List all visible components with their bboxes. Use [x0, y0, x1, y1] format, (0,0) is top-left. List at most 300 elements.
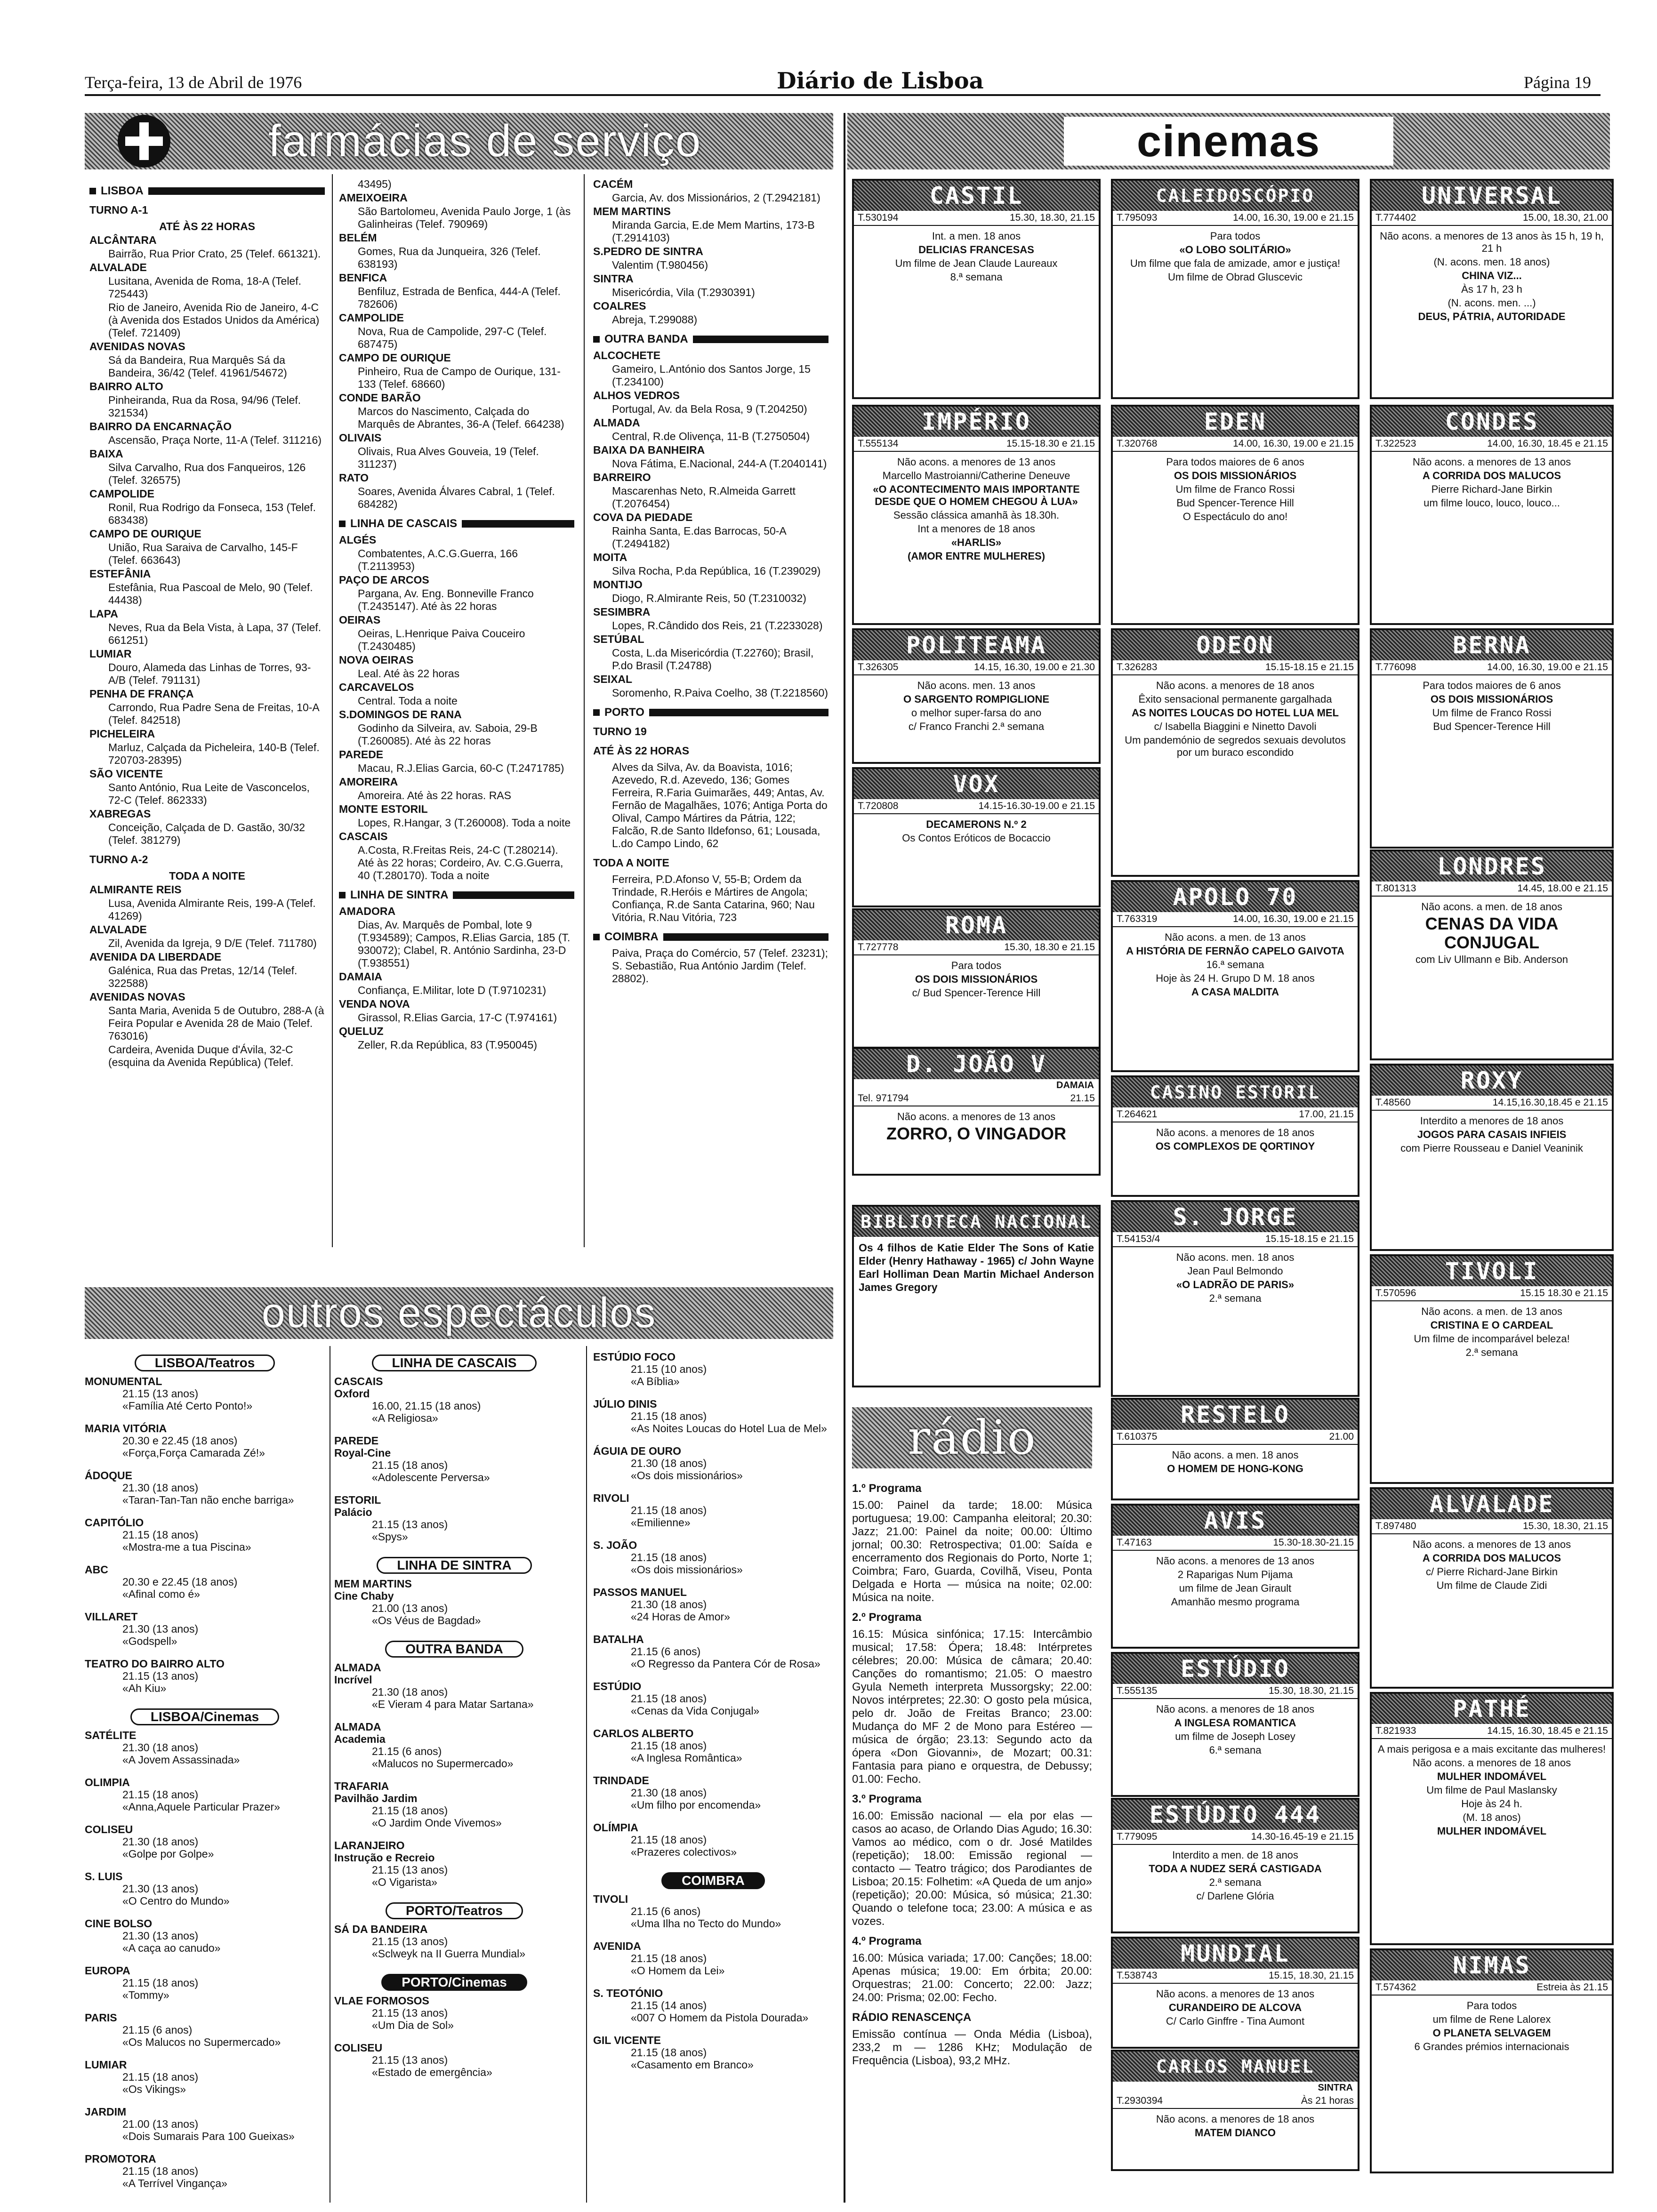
pharmacy-entry: Neves, Rua da Bela Vista, à Lapa, 37 (Telef. 661251): [108, 621, 322, 646]
programme-line: Não acons. a menores de 13 anos: [1412, 456, 1571, 468]
cinema-box: [1370, 850, 1614, 1060]
venue-name: TRINDADE: [593, 1774, 649, 1787]
cinema-info-row: [1113, 1969, 1358, 1984]
cinema-box: [1370, 628, 1614, 849]
category-pill: OUTRA BANDA: [385, 1641, 523, 1658]
cinema-programme: [1372, 452, 1612, 513]
venue-gap: [593, 1529, 833, 1539]
show-detail: «O Homem da Lei»: [631, 1964, 725, 1977]
cinema-info-row: [1113, 2094, 1358, 2109]
venue-name: OLIMPIA: [85, 1776, 130, 1788]
cinema-times: 14.15,16.30,18.45 e 21.15: [1492, 1097, 1608, 1108]
cinema-phone: T.795093: [1117, 212, 1158, 223]
cinema-times: 15.30-18.30-21.15: [1273, 1537, 1354, 1548]
programme-line: Um filme de Jean Claude Laureaux: [895, 257, 1058, 269]
locality-heading: ALMIRANTE REIS: [89, 883, 182, 896]
radio-listings: [852, 1475, 1092, 2070]
locality-heading: VENDA NOVA: [339, 998, 410, 1010]
show-detail: «A Terrível Vingança»: [122, 2177, 227, 2189]
programme-line: Jean Paul Belmondo: [1187, 1265, 1283, 1277]
venue-gap: [334, 1543, 574, 1553]
programme-line: um filme louco, louco, louco...: [1424, 497, 1560, 509]
category-pill-row: [334, 1902, 574, 1919]
venue-gap: [334, 1770, 574, 1780]
cinema-phone: T.779095: [1117, 1831, 1158, 1842]
cinema-name: ODEON: [1113, 630, 1358, 660]
cinema-programme: [1113, 1122, 1358, 1157]
locality-heading: ALCÂNTARA: [89, 234, 157, 246]
pharmacy-entry: Paiva, Praça do Comércio, 57 (Telef. 23231); S. Sebastião, Rua António Jardim (Telef. 28802).: [612, 947, 828, 985]
pharmacy-entry: Nova Fátima, E.Nacional, 244-A (T.2040141): [612, 457, 827, 470]
venue-name: S. JOÃO: [593, 1539, 637, 1551]
cinema-info-row: [1372, 1096, 1612, 1111]
programme-line: Não acons. a men. de 13 anos: [1421, 1306, 1562, 1317]
programme-line: 2.ª semana: [1209, 1292, 1262, 1304]
programme-line: 6 Grandes prémios internacionais: [1414, 2041, 1569, 2052]
show-detail: «Cenas da Vida Conjugal»: [631, 1705, 760, 1717]
venue-name: PASSOS MANUEL: [593, 1586, 687, 1598]
pharmacy-entry: Estefânia, Rua Pascoal de Melo, 90 (Telef. 44438): [108, 581, 313, 606]
programme-line: Int. a men. 18 anos: [932, 230, 1021, 242]
locality-heading: MONTIJO: [593, 578, 643, 591]
cinema-name: ROMA: [854, 910, 1099, 940]
pharmacy-entry: Gameiro, L.António dos Santos Jorge, 15 (T.234100): [612, 363, 811, 388]
venue-name: ESTÚDIO FOCO: [593, 1351, 676, 1363]
programme-line: Não acons. a menores de 13 anos: [897, 1111, 1056, 1122]
pharmacy-entry: Olivais, Rua Alves Gouveia, 19 (Telef. 311237): [358, 445, 539, 470]
cinema-info-row: [1113, 1536, 1358, 1551]
pharmacy-entry: Pinheiranda, Rua da Rosa, 94/96 (Telef. 321534): [108, 394, 301, 419]
programme-line: JOGOS PARA CASAIS INFIEIS: [1417, 1129, 1567, 1140]
programme-line: Não acons. a menores de 18 anos: [1156, 2113, 1315, 2125]
pharmacy-entry: Nova, Rua de Campolide, 297-C (Telef. 687475): [358, 325, 547, 350]
show-detail: 21.15 (6 anos): [631, 1905, 701, 1917]
venue-gap: [85, 1459, 325, 1469]
cinema-name: VOX: [854, 769, 1099, 799]
cinema-times: 14.15, 16.30, 18.45 e 21.15: [1487, 1725, 1608, 1736]
pharmacy-entry: Godinho da Silveira, av. Saboia, 29-B (T.260085). Até às 22 horas: [358, 722, 538, 747]
locality-heading: S.PEDRO DE SINTRA: [593, 245, 703, 257]
pharmacy-entry: São Bartolomeu, Avenida Paulo Jorge, 1 (às Galinheiras (Telef. 790969): [358, 205, 571, 230]
programme-line: um filme de Rene Lalorex: [1432, 2013, 1551, 2025]
cinema-phone: T.54153/4: [1117, 1234, 1160, 1244]
programme-line: Os Contos Eróticos de Bocaccio: [902, 832, 1051, 844]
show-detail: 21.15 (6 anos): [372, 1745, 442, 1757]
venue-name: TEATRO DO BAIRRO ALTO: [85, 1658, 225, 1670]
show-detail: «Um filho por encomenda»: [631, 1799, 761, 1811]
programme-line: Um filme de Franco Rossi: [1432, 707, 1552, 719]
venue-gap: [593, 2024, 833, 2034]
programme-line: c/ Franco Franchi 2.ª semana: [908, 721, 1045, 732]
cinema-info-row: [1372, 211, 1612, 226]
venue-subname: Pavilhão Jardim: [334, 1792, 418, 1804]
col-divider: [584, 174, 585, 1247]
show-detail: 21.15 (18 anos): [631, 1551, 707, 1563]
programme-line: Às 17 h, 23 h: [1461, 283, 1522, 295]
programme-line: C/ Carlo Ginffre - Tina Aumont: [1166, 2015, 1305, 2027]
cinema-box: [1370, 1487, 1614, 1689]
programme-line: Um filme que fala de amizade, amor e justiça!: [1130, 257, 1341, 269]
programme-line: Bud Spencer-Terence Hill: [1433, 721, 1551, 732]
cinema-phone: T.538743: [1117, 1970, 1158, 1981]
cinema-info-row: [854, 799, 1099, 814]
cinema-info-row: [1372, 1519, 1612, 1534]
pharmacy-entry: Lopes, R.Cândido dos Reis, 21 (T.2233028): [612, 619, 823, 632]
show-detail: 21.15 (18 anos): [372, 1804, 448, 1817]
locality-heading: LUMIAR: [89, 648, 132, 660]
show-detail: «O Jardim Onde Vivemos»: [372, 1817, 502, 1829]
cinema-programme: [854, 1237, 1099, 1298]
show-detail: «007 O Homem da Pistola Dourada»: [631, 2012, 809, 2024]
venue-name: ESTÚDIO: [593, 1680, 642, 1692]
category-pill-row: [334, 1557, 574, 1574]
cinema-info-row: [1113, 660, 1358, 675]
cinema-times: 15.15 18.30 e 21.15: [1520, 1288, 1608, 1298]
show-detail: «Prazeres colectivos»: [631, 1846, 737, 1858]
pharmacy-entry: Cardeira, Avenida Duque d'Ávila, 32-C (esquina da Avenida República) (Telef.: [108, 1043, 294, 1068]
locality-heading: XABREGAS: [89, 808, 151, 820]
locality-heading: CAMPO DE OURIQUE: [89, 528, 201, 540]
show-detail: 21.15 (18 anos): [122, 1529, 199, 1541]
programme-line: Hoje às 24 H. Grupo D M. 18 anos: [1156, 972, 1315, 984]
cinema-box: [1370, 405, 1614, 625]
venue-name: ALMADA: [334, 1721, 381, 1733]
cinema-box: [1111, 1652, 1359, 1797]
show-detail: 21.15 (18 anos): [122, 1977, 199, 1989]
locality-heading: QUELUZ: [339, 1025, 384, 1037]
venue-gap: [593, 1435, 833, 1445]
programme-line: CRISTINA E O CARDEAL: [1430, 1319, 1553, 1331]
cinema-info-row: [1372, 660, 1612, 675]
cinema-name: ALVALADE: [1372, 1489, 1612, 1519]
locality-heading: PAREDE: [339, 748, 384, 761]
pharmacy-entry: Sá da Bandeira, Rua Marquês Sá da Bandeira, 36/42 (Telef. 41961/54672): [108, 354, 287, 379]
venue-name: ÁGUIA DE OURO: [593, 1445, 681, 1457]
programme-line: Não acons. a menores de 13 anos: [897, 456, 1056, 468]
show-detail: 21.15 (18 anos): [631, 1952, 707, 1964]
show-detail: «Os Malucos no Supermercado»: [122, 2036, 281, 2048]
cinema-info-row: [1372, 437, 1612, 452]
venue-subname: Royal-Cine: [334, 1447, 391, 1459]
venue-gap: [85, 1907, 325, 1917]
cinema-info-row: [854, 660, 1099, 675]
locality-heading: PICHELEIRA: [89, 728, 155, 740]
venue-gap: [334, 1888, 574, 1899]
pharmacy-entry: Soromenho, R.Paiva Coelho, 38 (T.2218560): [612, 687, 828, 699]
pharmacy-entry: Ascensão, Praça Norte, 11-A (Telef. 311216): [108, 434, 322, 446]
section-rule: [663, 933, 828, 941]
cinema-times: 14.45, 18.00 e 21.15: [1517, 883, 1608, 894]
category-pill-row: [334, 1974, 574, 1991]
programme-line: DELICIAS FRANCESAS: [918, 244, 1034, 256]
venue-gap: [85, 1600, 325, 1611]
cinema-programme: [1372, 1301, 1612, 1363]
show-detail: «Ah Kiu»: [122, 1682, 167, 1694]
programme-line: DECAMERONS N.º 2: [926, 818, 1027, 830]
programme-line: «O LOBO SOLITÁRIO»: [1179, 244, 1291, 256]
locality-heading: SINTRA: [593, 272, 634, 285]
cinema-phone: T.821933: [1375, 1725, 1416, 1736]
pharmacy-entry: Miranda Garcia, E.de Mem Martins, 173-B (T.2914103): [612, 219, 815, 244]
venue-name: ABC: [85, 1563, 108, 1576]
programme-line: Não acons. a menores de 13 anos às 15 h, 19 h, 21 h: [1380, 230, 1604, 254]
venue-gap: [593, 1977, 833, 1987]
bullet-icon: [593, 336, 600, 343]
section-heading-label: OUTRA BANDA: [604, 333, 688, 345]
locality-heading: CARCAVELOS: [339, 681, 414, 693]
venue-name: PARIS: [85, 2012, 117, 2024]
cinema-phone: T.776098: [1375, 662, 1416, 673]
radio-program-2: 16.15: Música sinfónica; 17.15: Intercâmbio musical; 17.58: Ópera; 18.48: Intérpretes célebres; 20.00: Música de câmara; 20.40: Canções do romantismo; 21.05: O maestro Gyula Nemeth interpreta Mussorgsky; 22.00: Novos intérpretes; 22.30: O gosto pela música, pelo dr. João de Freitas Branco; 23.00: Mudança do MF 2 de Mono para Estéreo — música de órgão; 23.13: Segundo acto da ópera «Don Giovanni», de Mozart; 00.31: Fantasia para piano e orquestra, de Debussy; 01.00: Fecho.: [852, 1628, 1092, 1786]
cinema-box: [1111, 2050, 1359, 2171]
programme-line: Não acons. a menores de 18 anos: [1156, 680, 1315, 691]
show-detail: «Força,Força Camarada Zé!»: [122, 1447, 265, 1459]
pharmacy-entry: Santa Maria, Avenida 5 de Outubro, 288-A (à Feira Popular e Avenida 28 de Maio (Telef. 763016): [108, 1004, 324, 1042]
locality-heading: MEM MARTINS: [593, 205, 671, 217]
programme-line: DEUS, PÁTRIA, AUTORIDADE: [1418, 311, 1566, 322]
locality-heading: ALGÉS: [339, 534, 377, 546]
pharmacy-entry: Macau, R.J.Elias Garcia, 60-C (T.2471785): [358, 762, 564, 774]
locality-heading: AVENIDAS NOVAS: [89, 340, 185, 353]
locality-heading: BENFICA: [339, 272, 387, 284]
cinema-programme: [1372, 1111, 1612, 1159]
pharmacy-entry: Benfiluz, Estrada de Benfica, 444-A (Telef. 782606): [358, 285, 561, 310]
venue-name: EUROPA: [85, 1964, 130, 1977]
programme-line: ZORRO, O VINGADOR: [886, 1124, 1066, 1143]
cinema-name: CASTIL: [854, 181, 1099, 211]
locality-heading: BELÉM: [339, 232, 377, 244]
radio-renascenca: Emissão contínua — Onda Média (Lisboa), 233,2 m — 1286 KHz; Modulação de Frequência (Lisboa), 93,2 MHz.: [852, 2028, 1092, 2067]
locality-heading: CACÉM: [593, 178, 633, 190]
venue-name: LARANJEIRO: [334, 1839, 405, 1851]
page-header: [85, 68, 1601, 96]
programme-line: 2.ª semana: [1465, 1346, 1518, 1358]
pharmacy-entry: Central. Toda a noite: [358, 695, 458, 707]
show-detail: «Os dois missionários»: [631, 1563, 743, 1576]
cinema-times: 15.30, 18.30, 21.15: [1523, 1521, 1608, 1531]
outros-title: outros espectáculos: [261, 1290, 657, 1337]
show-detail: «Spys»: [372, 1531, 408, 1543]
locality-heading: PENHA DE FRANÇA: [89, 688, 194, 700]
cinema-times: 14.00, 16.30, 19.00 e 21.15: [1487, 662, 1608, 673]
venue-gap: [593, 1930, 833, 1940]
cinema-programme: [1113, 1699, 1358, 1761]
cinema-programme: [1113, 1984, 1358, 2032]
cinema-name: NIMAS: [1372, 1950, 1612, 1980]
show-detail: «Uma Ilha no Tecto do Mundo»: [631, 1917, 781, 1930]
cinema-info-row: [854, 940, 1099, 955]
pharmacy-entry: Galénica, Rua das Pretas, 12/14 (Telef. 322588): [108, 964, 298, 989]
locality-heading: BARREIRO: [593, 471, 651, 483]
show-detail: «Malucos no Supermercado»: [372, 1757, 514, 1770]
section-heading-label: LINHA DE CASCAIS: [350, 517, 458, 530]
cinema-info-row: [1113, 1684, 1358, 1699]
cinema-programme: [1113, 1445, 1358, 1479]
venue-gap: [593, 2071, 833, 2081]
programme-line: OS DOIS MISSIONÁRIOS: [1430, 693, 1553, 705]
cinema-phone: T.801313: [1375, 883, 1416, 894]
venue-subname: Oxford: [334, 1387, 370, 1400]
venue-subname: Palácio: [334, 1506, 372, 1518]
cinema-name: CONDES: [1372, 407, 1612, 437]
locality-heading: BAIXA: [89, 448, 123, 460]
cinema-phone: T.727778: [858, 942, 899, 953]
venue-name: VLAE FORMOSOS: [334, 1995, 429, 2007]
cinema-times: 15.15-18.15 e 21.15: [1265, 1234, 1354, 1244]
pharmacy-entry: Conceição, Calçada de D. Gastão, 30/32 (Telef. 381279): [108, 821, 306, 846]
cinema-times: 15.30, 18.30, 21.15: [1269, 1685, 1354, 1696]
venue-name: S. LUIS: [85, 1870, 123, 1883]
pharmacy-entry: Confiança, E.Militar, lote D (T.9710231): [358, 984, 547, 996]
programme-line: O HOMEM DE HONG-KONG: [1167, 1463, 1303, 1475]
programme-line: MULHER INDOMÁVEL: [1437, 1825, 1547, 1837]
cinema-name: APOLO 70: [1113, 882, 1358, 912]
farmacias-col-2: [339, 178, 574, 1052]
cinema-box: [852, 405, 1101, 625]
programme-line: Não acons. a men. 18 anos: [1172, 1449, 1299, 1461]
venue-name: CINE BOLSO: [85, 1917, 153, 1930]
programme-line: Não acons. a men. de 18 anos: [1421, 901, 1562, 913]
cinema-phone: T.322523: [1375, 438, 1416, 449]
venue-name: S. TEOTÓNIO: [593, 1987, 663, 1999]
cinema-box: [852, 908, 1101, 1049]
venue-name: LUMIAR: [85, 2059, 127, 2071]
cinema-programme: [1372, 1534, 1612, 1596]
cinema-times: 14.00, 16.30, 19.00 e 21.15: [1233, 212, 1354, 223]
programme-line: Não acons. a menores de 18 anos: [1412, 1757, 1571, 1769]
show-detail: «Emilienne»: [631, 1516, 691, 1529]
programme-line: Um filme de Claude Zidi: [1436, 1579, 1547, 1591]
venue-name: ALMADA: [334, 1661, 381, 1674]
cinema-name: BERNA: [1372, 630, 1612, 660]
cinema-name: ROXY: [1372, 1066, 1612, 1096]
pharmacy-entry: Zil, Avenida da Igreja, 9 D/E (Telef. 711780): [108, 937, 317, 949]
locality-heading: SEIXAL: [593, 673, 633, 685]
locality-heading: DAMAIA: [339, 970, 382, 983]
radio-program-1: 15.00: Painel da tarde; 18.00: Música portuguesa; 19.00: Campanha eleitoral; 20.30: Jazz; 21.00: Painel da noite; 00.00: Último jornal; 00.30: Retrospectiva; 01.00: Saída e encerramento dos Regionais do Porto, Norte 1; Coimbra; Faro, Guarda, Covilhã, Viseu, Ponta Delgada e Horta — música na noite; 02.00: Música na noite.: [852, 1499, 1092, 1604]
turno-heading: ATÉ ÀS 22 HORAS: [593, 745, 690, 757]
programme-line: Os 4 filhos de Katie Elder The Sons of Katie Elder (Henry Hathaway - 1965) c/ John Wayne Earl Holliman Dean Martin Michael Anderson James Gregory: [859, 1242, 1094, 1293]
page-number: Página 19: [1524, 73, 1591, 92]
cinema-times: 15.30, 18.30, 21.15: [1010, 212, 1095, 223]
locality-heading: S.DOMINGOS DE RANA: [339, 708, 462, 721]
cinema-info-row: [1372, 1286, 1612, 1301]
cinema-name: D. JOÃO V: [854, 1049, 1099, 1079]
cinema-name: RESTELO: [1113, 1400, 1358, 1430]
pharmacy-entry: Lusitana, Avenida de Roma, 18-A (Telef. 725443): [108, 275, 302, 300]
show-detail: 21.15 (13 anos): [122, 1670, 199, 1682]
programme-line: CENAS DA VIDA CONJUGAL: [1425, 914, 1559, 952]
cinema-programme: [854, 1106, 1099, 1147]
venue-gap: [334, 1627, 574, 1637]
category-pill: COIMBRA: [661, 1872, 765, 1889]
locality-heading: CONDE BARÃO: [339, 392, 421, 404]
programme-line: 16.ª semana: [1206, 959, 1264, 970]
cinema-name: UNIVERSAL: [1372, 181, 1612, 211]
programme-line: A mais perigosa e a mais excitante das mulheres!: [1377, 1743, 1606, 1755]
show-detail: 21.15 (18 anos): [631, 1504, 707, 1516]
cinema-phone: T.610375: [1117, 1431, 1158, 1442]
show-detail: 21.30 (18 anos): [372, 1686, 448, 1698]
venue-name: RIVOLI: [593, 1492, 629, 1504]
venue-subname: Incrível: [334, 1674, 372, 1686]
cinema-box: [1111, 1398, 1359, 1500]
locality-heading: CASCAIS: [339, 830, 388, 842]
programme-line: com Liv Ullmann e Bib. Anderson: [1415, 954, 1569, 965]
locality-heading: COVA DA PIEDADE: [593, 511, 693, 523]
venue-gap: [85, 1860, 325, 1870]
show-detail: «Golpe por Golpe»: [122, 1848, 214, 1860]
programme-line: Não acons. a menores de 13 anos: [1156, 1988, 1315, 2000]
locality-heading: MOITA: [593, 551, 627, 563]
cinema-info-row: [1113, 1107, 1358, 1122]
show-detail: «O Regresso da Pantera Cór de Rosa»: [631, 1658, 820, 1670]
venue-gap: [85, 1647, 325, 1658]
cinema-name: CASINO ESTORIL: [1113, 1077, 1358, 1107]
programme-line: Não acons. a menores de 18 anos: [1156, 1703, 1315, 1715]
section-rule: [148, 187, 325, 195]
cinema-programme: [1113, 1247, 1358, 1309]
radio-program-4-heading: 4.º Programa: [852, 1935, 922, 1948]
show-detail: 21.30 (18 anos): [631, 1787, 707, 1799]
pharmacy-entry: Pinheiro, Rua de Campo de Ourique, 131-133 (Telef. 68660): [358, 365, 561, 390]
cinema-info-row: [1113, 912, 1358, 927]
cinema-location: DAMAIA: [1056, 1080, 1094, 1090]
col-divider: [586, 1346, 587, 2203]
locality-heading: ALVALADE: [89, 923, 147, 936]
cinema-times: 14.00, 16.30, 18.45 e 21.15: [1487, 438, 1608, 449]
venue-gap: [593, 1858, 833, 1868]
cinema-name: TIVOLI: [1372, 1256, 1612, 1286]
show-detail: «Afinal como é»: [122, 1588, 200, 1600]
cinema-info-row: [1113, 211, 1358, 226]
show-detail: «Dois Sumarais Para 100 Gueixas»: [122, 2130, 295, 2142]
farmacias-list-3: [593, 178, 828, 985]
programme-line: (N. acons. men. ...): [1448, 297, 1536, 309]
pharmacy-entry: Leal. Até às 22 horas: [358, 667, 460, 680]
farmacias-banner: [85, 113, 833, 169]
pharmacy-entry: Abreja, T.299088): [612, 313, 698, 326]
locality-heading: AVENIDA DA LIBERDADE: [89, 951, 222, 963]
cinema-info-row: [1113, 1830, 1358, 1845]
venue-gap: [593, 1717, 833, 1727]
programme-line: c/ Darlene Glória: [1196, 1890, 1274, 1902]
cinema-times: 21.15: [1070, 1093, 1095, 1104]
programme-line: OS COMPLEXOS DE QORTINOY: [1155, 1140, 1315, 1152]
venue-name: GIL VICENTE: [593, 2034, 661, 2046]
show-detail: «Os Vikings»: [122, 2083, 186, 2095]
cinema-phone: T.570596: [1375, 1288, 1416, 1298]
cinema-name: CALEIDOSCÓPIO: [1113, 181, 1358, 211]
programme-line: «O ACONTECIMENTO MAIS IMPORTANTE DESDE QUE O HOMEM CHEGOU À LUA»: [873, 483, 1080, 507]
programme-line: c/ Isabella Biaggini e Ninetto Davoli: [1154, 721, 1317, 732]
cinema-name: CARLOS MANUEL: [1113, 2052, 1358, 2082]
locality-heading: CAMPOLIDE: [89, 488, 154, 500]
programme-line: Marcello Mastroianni/Catherine Deneuve: [882, 470, 1070, 481]
category-pill: LINHA DE CASCAIS: [372, 1354, 537, 1371]
venue-name: CARLOS ALBERTO: [593, 1727, 694, 1739]
show-detail: «A caça ao canudo»: [122, 1942, 221, 1954]
col-divider: [332, 174, 333, 1247]
cinema-times: Às 21 horas: [1301, 2095, 1354, 2106]
programme-line: o melhor super-farsa do ano: [911, 707, 1042, 719]
programme-line: Amanhão mesmo programa: [1171, 1596, 1300, 1608]
venue-subname: Instrução e Recreio: [334, 1851, 435, 1864]
cinema-box: [852, 767, 1101, 907]
section-heading: [593, 930, 828, 943]
cinema-programme: [1372, 1739, 1612, 1842]
section-rule: [693, 336, 828, 343]
